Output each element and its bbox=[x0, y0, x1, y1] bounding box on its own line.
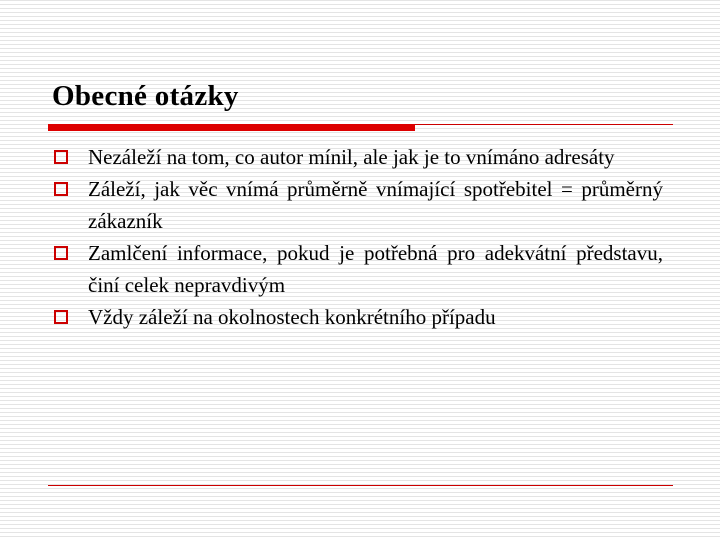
slide-title: Obecné otázky bbox=[52, 80, 239, 112]
bullet-text-3: Zamlčení informace, pokud je potřebná pro adekvátní představu, činí celek nepravdivým bbox=[88, 241, 663, 297]
hollow-square-icon bbox=[54, 246, 68, 260]
bullet-list bbox=[48, 141, 663, 333]
title-accent-bar bbox=[48, 124, 415, 131]
bullet-item-3 bbox=[48, 237, 663, 301]
footer-divider bbox=[48, 485, 673, 486]
bullet-text-4: Vždy záleží na okolnostech konkrétního případu bbox=[88, 305, 496, 329]
bullet-item-1 bbox=[48, 141, 663, 173]
bullet-text-1: Nezáleží na tom, co autor mínil, ale jak je to vnímáno adresáty bbox=[88, 145, 615, 169]
hollow-square-icon bbox=[54, 150, 68, 164]
bullet-item-4 bbox=[48, 301, 663, 333]
bullet-item-2 bbox=[48, 173, 663, 237]
hollow-square-icon bbox=[54, 182, 68, 196]
bullet-text-2: Záleží, jak věc vnímá průměrně vnímající spotřebitel = průměrný zákazník bbox=[88, 177, 663, 233]
hollow-square-icon bbox=[54, 310, 68, 324]
